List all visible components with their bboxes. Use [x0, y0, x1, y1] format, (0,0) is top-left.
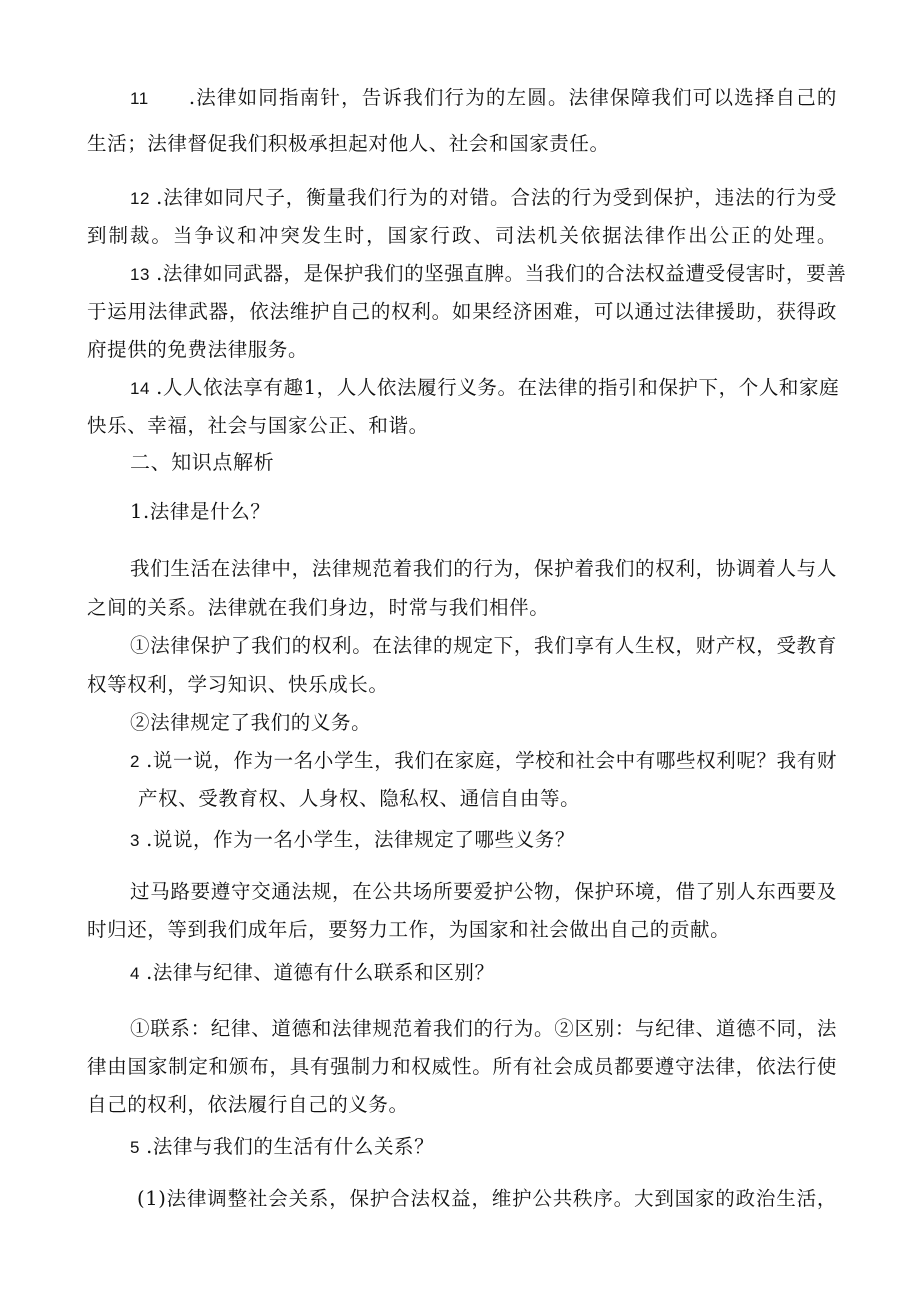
paragraph-11-line-2 — [87, 132, 837, 156]
line-text: .说一说，作为一名小学生，我们在家庭，学校和社会中有哪些权利呢？我有财 — [146, 749, 837, 772]
line-text: .法律与纪律、道德有什么联系和区别？ — [146, 961, 495, 984]
question-2-line-2 — [138, 787, 738, 811]
paragraph-12-line-2 — [87, 224, 837, 248]
item-number: 2 — [130, 752, 141, 771]
paragraph-13-line-3 — [87, 338, 837, 362]
line-text: 府提供的免费法律服务。 — [87, 338, 309, 361]
paragraph-14-line-1 — [87, 376, 840, 401]
answer-3-line-1 — [130, 880, 837, 904]
answer-1-line-4 — [87, 673, 837, 697]
answer-1-line-3 — [130, 634, 837, 658]
line-text: .人人依法享有趣1，人人依法履行义务。在法律的指引和保护下，个人和家庭 — [156, 376, 840, 399]
heading-text: 二、知识点解析 — [130, 450, 275, 474]
question-3-title — [130, 828, 730, 853]
answer-3-line-2 — [87, 918, 837, 942]
line-text: 律由国家制定和颁布，具有强制力和权威性。所有社会成员都要遵守法律，依法行使 — [87, 1055, 837, 1078]
line-text: 快乐、幸福，社会与国家公正、和谐。 — [87, 414, 429, 437]
item-number: 5 — [130, 1138, 141, 1157]
line-text: .法律与我们的生活有什么关系？ — [146, 1135, 435, 1158]
item-number: 4 — [130, 964, 141, 983]
paragraph-11-line-1 — [87, 86, 837, 111]
answer-1-line-2 — [87, 596, 837, 620]
line-text: .说说，作为一名小学生，法律规定了哪些义务？ — [146, 828, 575, 851]
item-number: 12 — [130, 189, 151, 208]
answer-4-line-1 — [130, 1017, 837, 1041]
line-text: 1.法律是什么？ — [130, 500, 271, 523]
line-text: 于运用法律武器，依法维护自己的权利。如果经济困难，可以通过法律援助，获得政 — [87, 300, 837, 323]
answer-1-line-1 — [130, 557, 837, 581]
answer-4-line-2 — [87, 1055, 837, 1079]
item-number: 11 — [130, 89, 149, 108]
question-1-title — [130, 500, 430, 524]
paragraph-13-line-2 — [87, 300, 837, 324]
line-text: 自己的权利，依法履行自己的义务。 — [87, 1093, 409, 1116]
line-text: 时归还，等到我们成年后，要努力工作，为国家和社会做出自己的贡献。 — [87, 918, 731, 941]
line-text: ②法律规定了我们的义务。 — [130, 711, 372, 734]
line-text: 之间的关系。法律就在我们身边，时常与我们相伴。 — [87, 596, 550, 619]
line-text: .法律如同指南针，告诉我们行为的左圆。法律保障我们可以选择自己的 — [188, 86, 837, 109]
line-text: 权等权利，学习知识、快乐成长。 — [87, 673, 389, 696]
paragraph-12-line-1 — [87, 186, 837, 211]
line-text: .法律如同尺子，衡量我们行为的对错。合法的行为受到保护，违法的行为受 — [156, 186, 837, 209]
line-text: 到制裁。当争议和冲突发生时，国家行政、司法机关依据法律作出公正的处理。 — [87, 224, 837, 247]
line-text: 我们生活在法律中，法律规范着我们的行为，保护着我们的权利，协调着人与人 — [130, 557, 837, 580]
line-text: .法律如同武器，是保护我们的坚强直脾。当我们的合法权益遭受侵害时，要善 — [156, 262, 847, 285]
answer-4-line-3 — [87, 1093, 837, 1117]
question-5-title — [130, 1135, 730, 1160]
item-number: 3 — [130, 831, 141, 850]
line-text: 过马路要遵守交通法规，在公共场所要爱护公物，保护环境，借了别人东西要及 — [130, 880, 837, 903]
line-text: 生活；法律督促我们积极承担起对他人、社会和国家责任。 — [87, 132, 610, 155]
line-text: ①联系：纪律、道德和法律规范着我们的行为。②区别：与纪律、道德不同，法 — [130, 1017, 837, 1040]
section-heading — [130, 450, 430, 474]
answer-5-line-1 — [137, 1187, 837, 1211]
paragraph-14-line-2 — [87, 414, 837, 438]
answer-1-line-5 — [130, 711, 630, 735]
item-number: 14 — [130, 379, 151, 398]
question-2-line-1 — [130, 749, 837, 774]
paragraph-13-line-1 — [87, 262, 847, 287]
line-text: 产权、受教育权、人身权、隐私权、通信自由等。 — [138, 787, 581, 810]
line-text: (1)法律调整社会关系，保护合法权益，维护公共秩序。大到国家的政治生活， — [137, 1187, 837, 1210]
question-4-title — [130, 961, 730, 986]
item-number: 13 — [130, 265, 151, 284]
line-text: ①法律保护了我们的权利。在法律的规定下，我们享有人生权，财产权，受教育 — [130, 634, 837, 657]
